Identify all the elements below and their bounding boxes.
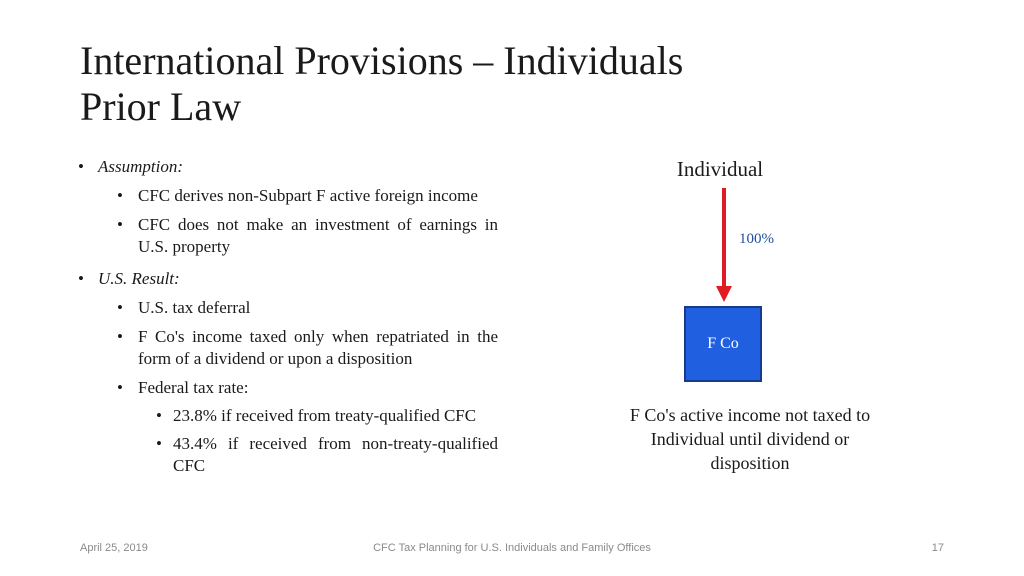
bullet-assumption-2: • CFC does not make an investment of earnings in U.S. property	[117, 215, 498, 256]
fco-entity-label: F Co	[707, 335, 739, 352]
slide-title-line-1: International Provisions – Individuals	[80, 38, 684, 83]
bullet-dot: •	[156, 406, 162, 425]
bullet-dot: •	[156, 434, 162, 453]
bullet-dot: •	[117, 298, 123, 317]
footer-date: April 25, 2019	[80, 542, 148, 554]
bullet-result-1: • U.S. tax deferral	[117, 298, 251, 317]
bullet-assumption: • Assumption:	[78, 157, 183, 176]
bullet-rate-treaty: • 23.8% if received from treaty-qualified CFC	[156, 406, 477, 425]
bullet-dot: •	[117, 186, 123, 205]
slide-title-line-2: Prior Law	[80, 84, 242, 129]
footer-title: CFC Tax Planning for U.S. Individuals and Family Offices	[373, 542, 651, 554]
diagram-caption: F Co's active income not taxed to Individual until dividend or disposition	[629, 405, 871, 473]
bullet-dot: •	[117, 215, 123, 234]
bullet-dot: •	[117, 327, 123, 346]
footer-page-number: 17	[931, 542, 944, 554]
ownership-arrow	[714, 188, 734, 304]
bullet-assumption-1: • CFC derives non-Subpart F active foreign income	[117, 186, 478, 205]
bullet-dot: •	[117, 378, 123, 397]
bullet-list	[70, 150, 498, 477]
diagram-individual-label: Individual	[676, 157, 764, 181]
bullet-dot: •	[78, 269, 84, 288]
bullet-rate-non-treaty: • 43.4% if received from non-treaty-qualified CFC	[156, 434, 498, 475]
bullet-dot: •	[78, 157, 84, 176]
bullet-result: • U.S. Result:	[78, 269, 180, 288]
fco-entity-box	[684, 306, 762, 382]
arrow-head	[716, 286, 732, 302]
bullet-result-2: • F Co's income taxed only when repatriated in the form of a dividend or upon a disposition	[117, 327, 498, 368]
ownership-percent: 100%	[739, 231, 774, 247]
slide-title	[80, 38, 840, 130]
bullet-result-3: • Federal tax rate:	[117, 378, 249, 397]
